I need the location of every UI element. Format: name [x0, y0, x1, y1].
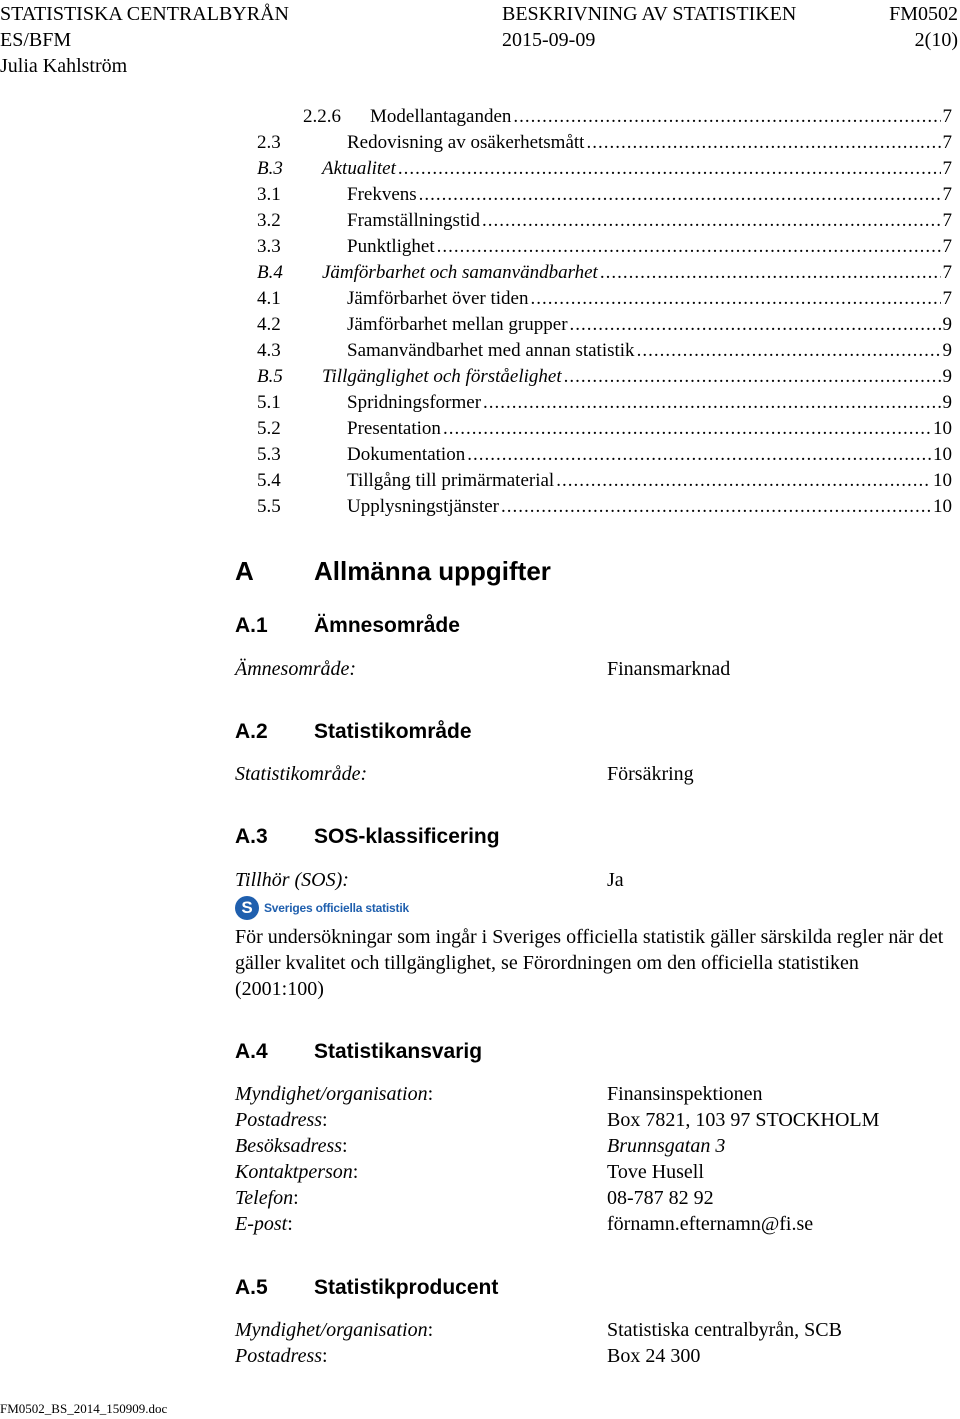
toc-page-number: 7 [942, 262, 952, 283]
header-author: Julia Kahlström [0, 55, 128, 77]
toc-title: Punktlighet [347, 236, 435, 257]
toc-entry[interactable] [257, 390, 952, 416]
contact-label-colon: : [427, 1319, 434, 1341]
contact-label [235, 1211, 293, 1237]
contact-value: förnamn.efternamn@fi.se [607, 1213, 814, 1235]
header-row-1 [0, 0, 960, 28]
section-a5-heading [235, 1275, 835, 1301]
toc-title: Jämförbarhet mellan grupper [347, 314, 568, 335]
contact-row [235, 1133, 951, 1159]
contact-label-colon: : [427, 1083, 434, 1105]
section-title: Allmänna uppgifter [314, 556, 551, 586]
toc-page-number: 10 [933, 444, 952, 465]
toc-entry[interactable] [303, 104, 952, 130]
toc-page-number: 9 [942, 314, 952, 335]
contact-row [235, 1159, 951, 1185]
toc-number: 5.4 [257, 470, 281, 491]
section-a3-heading [235, 824, 835, 850]
toc-leader-dots [437, 234, 941, 260]
toc-page-number: 9 [942, 340, 952, 361]
section-number: A.1 [235, 614, 268, 637]
contact-row [235, 1185, 951, 1211]
section-number: A.3 [235, 825, 268, 848]
section-number: A [235, 556, 254, 586]
toc-number: 3.2 [257, 210, 281, 231]
toc-title: Framställningstid [347, 210, 480, 231]
contact-value: Tove Husell [607, 1161, 704, 1183]
toc-entry[interactable] [257, 312, 952, 338]
toc-number: 5.1 [257, 392, 281, 413]
section-a2-heading [235, 719, 835, 745]
contact-label-text: Myndighet/organisation [235, 1083, 428, 1105]
toc-leader-dots [513, 104, 940, 130]
toc-leader-dots [586, 130, 940, 156]
contact-label-text: Kontaktperson [235, 1161, 353, 1183]
section-a4-heading [235, 1039, 835, 1065]
toc-entry[interactable] [257, 234, 952, 260]
section-title: Ämnesområde [314, 614, 460, 637]
toc-leader-dots [556, 468, 931, 494]
toc-entry[interactable] [257, 338, 952, 364]
toc-page-number: 7 [942, 132, 952, 153]
toc-leader-dots [570, 312, 941, 338]
toc-entry[interactable] [257, 156, 952, 182]
contact-row [235, 1343, 951, 1369]
contact-label-text: Postadress [235, 1345, 323, 1367]
contact-label-text: Telefon [235, 1187, 294, 1209]
contact-label-text: Postadress [235, 1109, 323, 1131]
field-label: Statistikområde: [235, 763, 368, 785]
contact-label [235, 1107, 328, 1133]
field-value: Försäkring [607, 763, 694, 785]
toc-title: Tillgång till primärmaterial [347, 470, 555, 491]
toc-number: B.4 [257, 262, 283, 283]
toc-entry[interactable] [257, 208, 952, 234]
header-date: 2015-09-09 [502, 29, 596, 51]
field-tillhor-sos [235, 867, 951, 893]
toc-entry[interactable] [257, 130, 952, 156]
toc-entry[interactable] [257, 286, 952, 312]
toc-leader-dots [501, 494, 931, 520]
toc-title: Samanvändbarhet med annan statistik [347, 340, 635, 361]
toc-page-number: 7 [942, 210, 952, 231]
field-value: Finansmarknad [607, 658, 731, 680]
contact-label-colon: : [352, 1161, 359, 1183]
toc-leader-dots [398, 156, 941, 182]
field-value: Ja [607, 869, 624, 891]
toc-title: Frekvens [347, 184, 417, 205]
toc-page-number: 10 [933, 470, 952, 491]
contact-label [235, 1159, 358, 1185]
toc-entry[interactable] [257, 442, 952, 468]
toc-number: B.5 [257, 366, 283, 387]
header-row-3 [0, 52, 960, 80]
header-doc-type: BESKRIVNING AV STATISTIKEN [502, 3, 797, 25]
toc-leader-dots [564, 364, 941, 390]
toc-entry[interactable] [257, 494, 952, 520]
contact-value: Finansinspektionen [607, 1083, 763, 1105]
section-a1-heading [235, 613, 835, 639]
field-label: Tillhör (SOS): [235, 869, 349, 891]
toc-page-number: 10 [933, 496, 952, 517]
field-label: Ämnesområde: [235, 658, 357, 680]
toc-number: 5.5 [257, 496, 281, 517]
toc-title: Jämförbarhet och samanvändbarhet [322, 262, 598, 283]
section-title: Statistikproducent [314, 1276, 499, 1299]
contact-label-colon: : [293, 1187, 299, 1209]
toc-page-number: 9 [942, 392, 952, 413]
header-agency: STATISTISKA CENTRALBYRÅN [0, 3, 289, 25]
toc-leader-dots [482, 208, 941, 234]
section-title: SOS-klassificering [314, 825, 500, 848]
header-row-2 [0, 26, 960, 54]
section-title: Statistikområde [314, 720, 472, 743]
toc-page-number: 7 [942, 236, 952, 257]
sos-logo-text: Sveriges officiella statistik [264, 901, 409, 915]
contact-label-colon: : [342, 1135, 348, 1157]
contact-label-colon: : [322, 1345, 328, 1367]
toc-number: 3.1 [257, 184, 281, 205]
toc-title: Tillgänglighet och förståelighet [322, 366, 562, 387]
section-number: A.2 [235, 720, 268, 743]
contact-label [235, 1317, 433, 1343]
contact-value: 08-787 82 92 [607, 1187, 714, 1209]
toc-number: 3.3 [257, 236, 281, 257]
toc-page-number: 7 [942, 288, 952, 309]
toc-number: B.3 [257, 158, 283, 179]
field-statistikomrade [235, 761, 951, 787]
contact-value: Box 7821, 103 97 STOCKHOLM [607, 1109, 880, 1131]
toc-title: Spridningsformer [347, 392, 482, 413]
toc-leader-dots [483, 390, 940, 416]
toc-title: Dokumentation [347, 444, 466, 465]
field-amnesomrade [235, 656, 951, 682]
sos-logo-mark: S [235, 896, 259, 920]
toc-title: Modellantaganden [370, 106, 512, 127]
header-department: ES/BFM [0, 29, 72, 51]
section-title: Statistikansvarig [314, 1040, 483, 1063]
contact-label [235, 1343, 328, 1369]
toc-number: 5.3 [257, 444, 281, 465]
contact-row [235, 1081, 951, 1107]
toc-entry[interactable] [257, 260, 952, 286]
contact-label-text: Myndighet/organisation [235, 1319, 428, 1341]
contact-label [235, 1185, 299, 1211]
toc-leader-dots [530, 286, 940, 312]
toc-number: 4.2 [257, 314, 281, 335]
toc-title: Presentation [347, 418, 441, 439]
toc-entry[interactable] [257, 182, 952, 208]
contact-value: Brunnsgatan 3 [607, 1135, 726, 1157]
contact-label-colon: : [322, 1109, 328, 1131]
sos-paragraph: För undersökningar som ingår i Sveriges officiella statistik gäller särskilda regler när det gäller kvalitet och tillgänglighet, se Förordningen om den officiella statistiken (2001:100) [235, 926, 944, 1000]
header-form-code: FM0502 [889, 3, 958, 25]
toc-entry[interactable] [257, 364, 952, 390]
toc-number: 4.3 [257, 340, 281, 361]
toc-leader-dots [467, 442, 931, 468]
contact-label-colon: : [287, 1213, 293, 1235]
toc-title: Aktualitet [322, 158, 396, 179]
toc-title: Jämförbarhet över tiden [347, 288, 529, 309]
toc-number: 2.3 [257, 132, 281, 153]
toc-entry[interactable] [257, 468, 952, 494]
toc-number: 2.2.6 [303, 106, 341, 127]
toc-entry[interactable] [257, 416, 952, 442]
toc-page-number: 7 [942, 184, 952, 205]
toc-title: Redovisning av osäkerhetsmått [347, 132, 585, 153]
contact-label-text: E-post [235, 1213, 288, 1235]
toc-number: 5.2 [257, 418, 281, 439]
toc-page-number: 9 [942, 366, 952, 387]
toc-leader-dots [443, 416, 931, 442]
toc-page-number: 7 [942, 158, 952, 179]
section-number: A.4 [235, 1040, 268, 1063]
contact-value: Box 24 300 [607, 1345, 701, 1367]
toc-leader-dots [419, 182, 941, 208]
contact-label [235, 1133, 348, 1159]
toc-page-number: 7 [942, 106, 952, 127]
toc-leader-dots [637, 338, 941, 364]
contact-row [235, 1107, 951, 1133]
toc-page-number: 10 [933, 418, 952, 439]
header-page-number: 2(10) [914, 29, 958, 51]
footer-filename: FM0502_BS_2014_150909.doc [0, 1401, 168, 1416]
contact-label-text: Besöksadress [235, 1135, 343, 1157]
contact-label [235, 1081, 433, 1107]
sos-logo [235, 895, 411, 921]
toc-number: 4.1 [257, 288, 281, 309]
toc-title: Upplysningstjänster [347, 496, 499, 517]
section-number: A.5 [235, 1276, 268, 1299]
contact-row [235, 1317, 951, 1343]
toc-leader-dots [600, 260, 941, 286]
contact-row [235, 1211, 951, 1237]
contact-value: Statistiska centralbyrån, SCB [607, 1319, 842, 1341]
section-a-heading [235, 556, 835, 586]
